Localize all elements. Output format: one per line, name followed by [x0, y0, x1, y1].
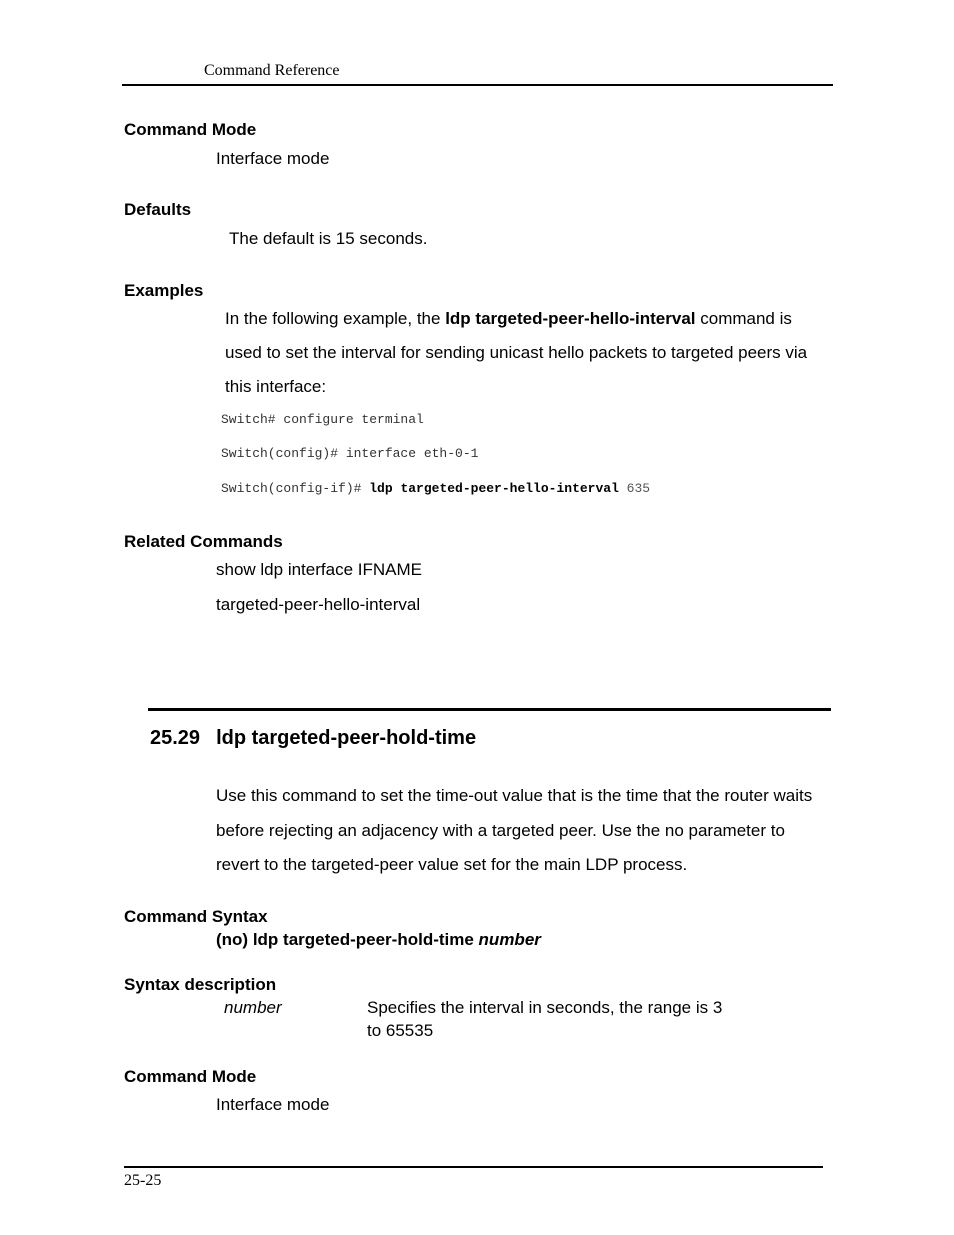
syntax-command: (no) ldp targeted-peer-hold-time [216, 930, 479, 949]
examples-line1-prefix: In the following example, the [225, 309, 446, 328]
code-line-3-prompt: Switch(config-if)# [221, 481, 370, 496]
description-line3: revert to the targeted-peer value set for the main LDP process. [216, 855, 688, 874]
section-title [150, 727, 476, 750]
command-syntax-heading: Command Syntax [124, 907, 268, 926]
header-rule [122, 84, 833, 86]
examples-line1-suffix: command is [695, 309, 792, 328]
code-line-2: Switch(config)# interface eth-0-1 [221, 446, 479, 461]
examples-line1-command: ldp targeted-peer-hello-interval [445, 309, 696, 328]
param-name [224, 998, 282, 1018]
code-line-3-command: ldp targeted-peer-hello-interval [369, 481, 619, 496]
page-number: 25-25 [124, 1172, 162, 1189]
syntax-description-heading: Syntax description [124, 975, 277, 994]
section-name: ldp targeted-peer-hold-time [216, 727, 477, 749]
examples-text-line2: used to set the interval for sending unicast hello packets to targeted peers via [225, 343, 808, 362]
description-line2: before rejecting an adjacency with a targeted peer. Use the no parameter to [216, 821, 785, 840]
defaults-value: The default is 15 seconds. [229, 229, 428, 248]
description-line1: Use this command to set the time-out value that is the time that the router waits [216, 786, 813, 805]
command-syntax-value [216, 930, 541, 950]
related-commands-heading: Related Commands [124, 532, 283, 551]
examples-heading: Examples [124, 281, 204, 300]
running-header: Command Reference [204, 62, 340, 79]
examples-text-line1 [225, 309, 792, 329]
code-line-3 [221, 481, 650, 496]
examples-text-line3: this interface: [225, 377, 327, 396]
syntax-param: number [478, 930, 541, 949]
param-name-text: number [224, 998, 282, 1017]
footer-rule [124, 1166, 823, 1168]
command-mode-heading-2: Command Mode [124, 1067, 257, 1086]
command-mode-value-2: Interface mode [216, 1095, 330, 1114]
section-rule [148, 708, 831, 711]
section-number: 25.29 [150, 727, 201, 749]
command-mode-heading: Command Mode [124, 120, 257, 139]
command-mode-value: Interface mode [216, 149, 330, 168]
related-command-item: targeted-peer-hello-interval [216, 595, 421, 614]
param-description-line1: Specifies the interval in seconds, the range is 3 [367, 998, 723, 1017]
code-line-1: Switch# configure terminal [221, 412, 424, 427]
defaults-heading: Defaults [124, 200, 192, 219]
param-description-line2: to 65535 [367, 1021, 434, 1040]
code-line-3-arg: 635 [618, 481, 651, 496]
related-command-item: show ldp interface IFNAME [216, 560, 422, 579]
